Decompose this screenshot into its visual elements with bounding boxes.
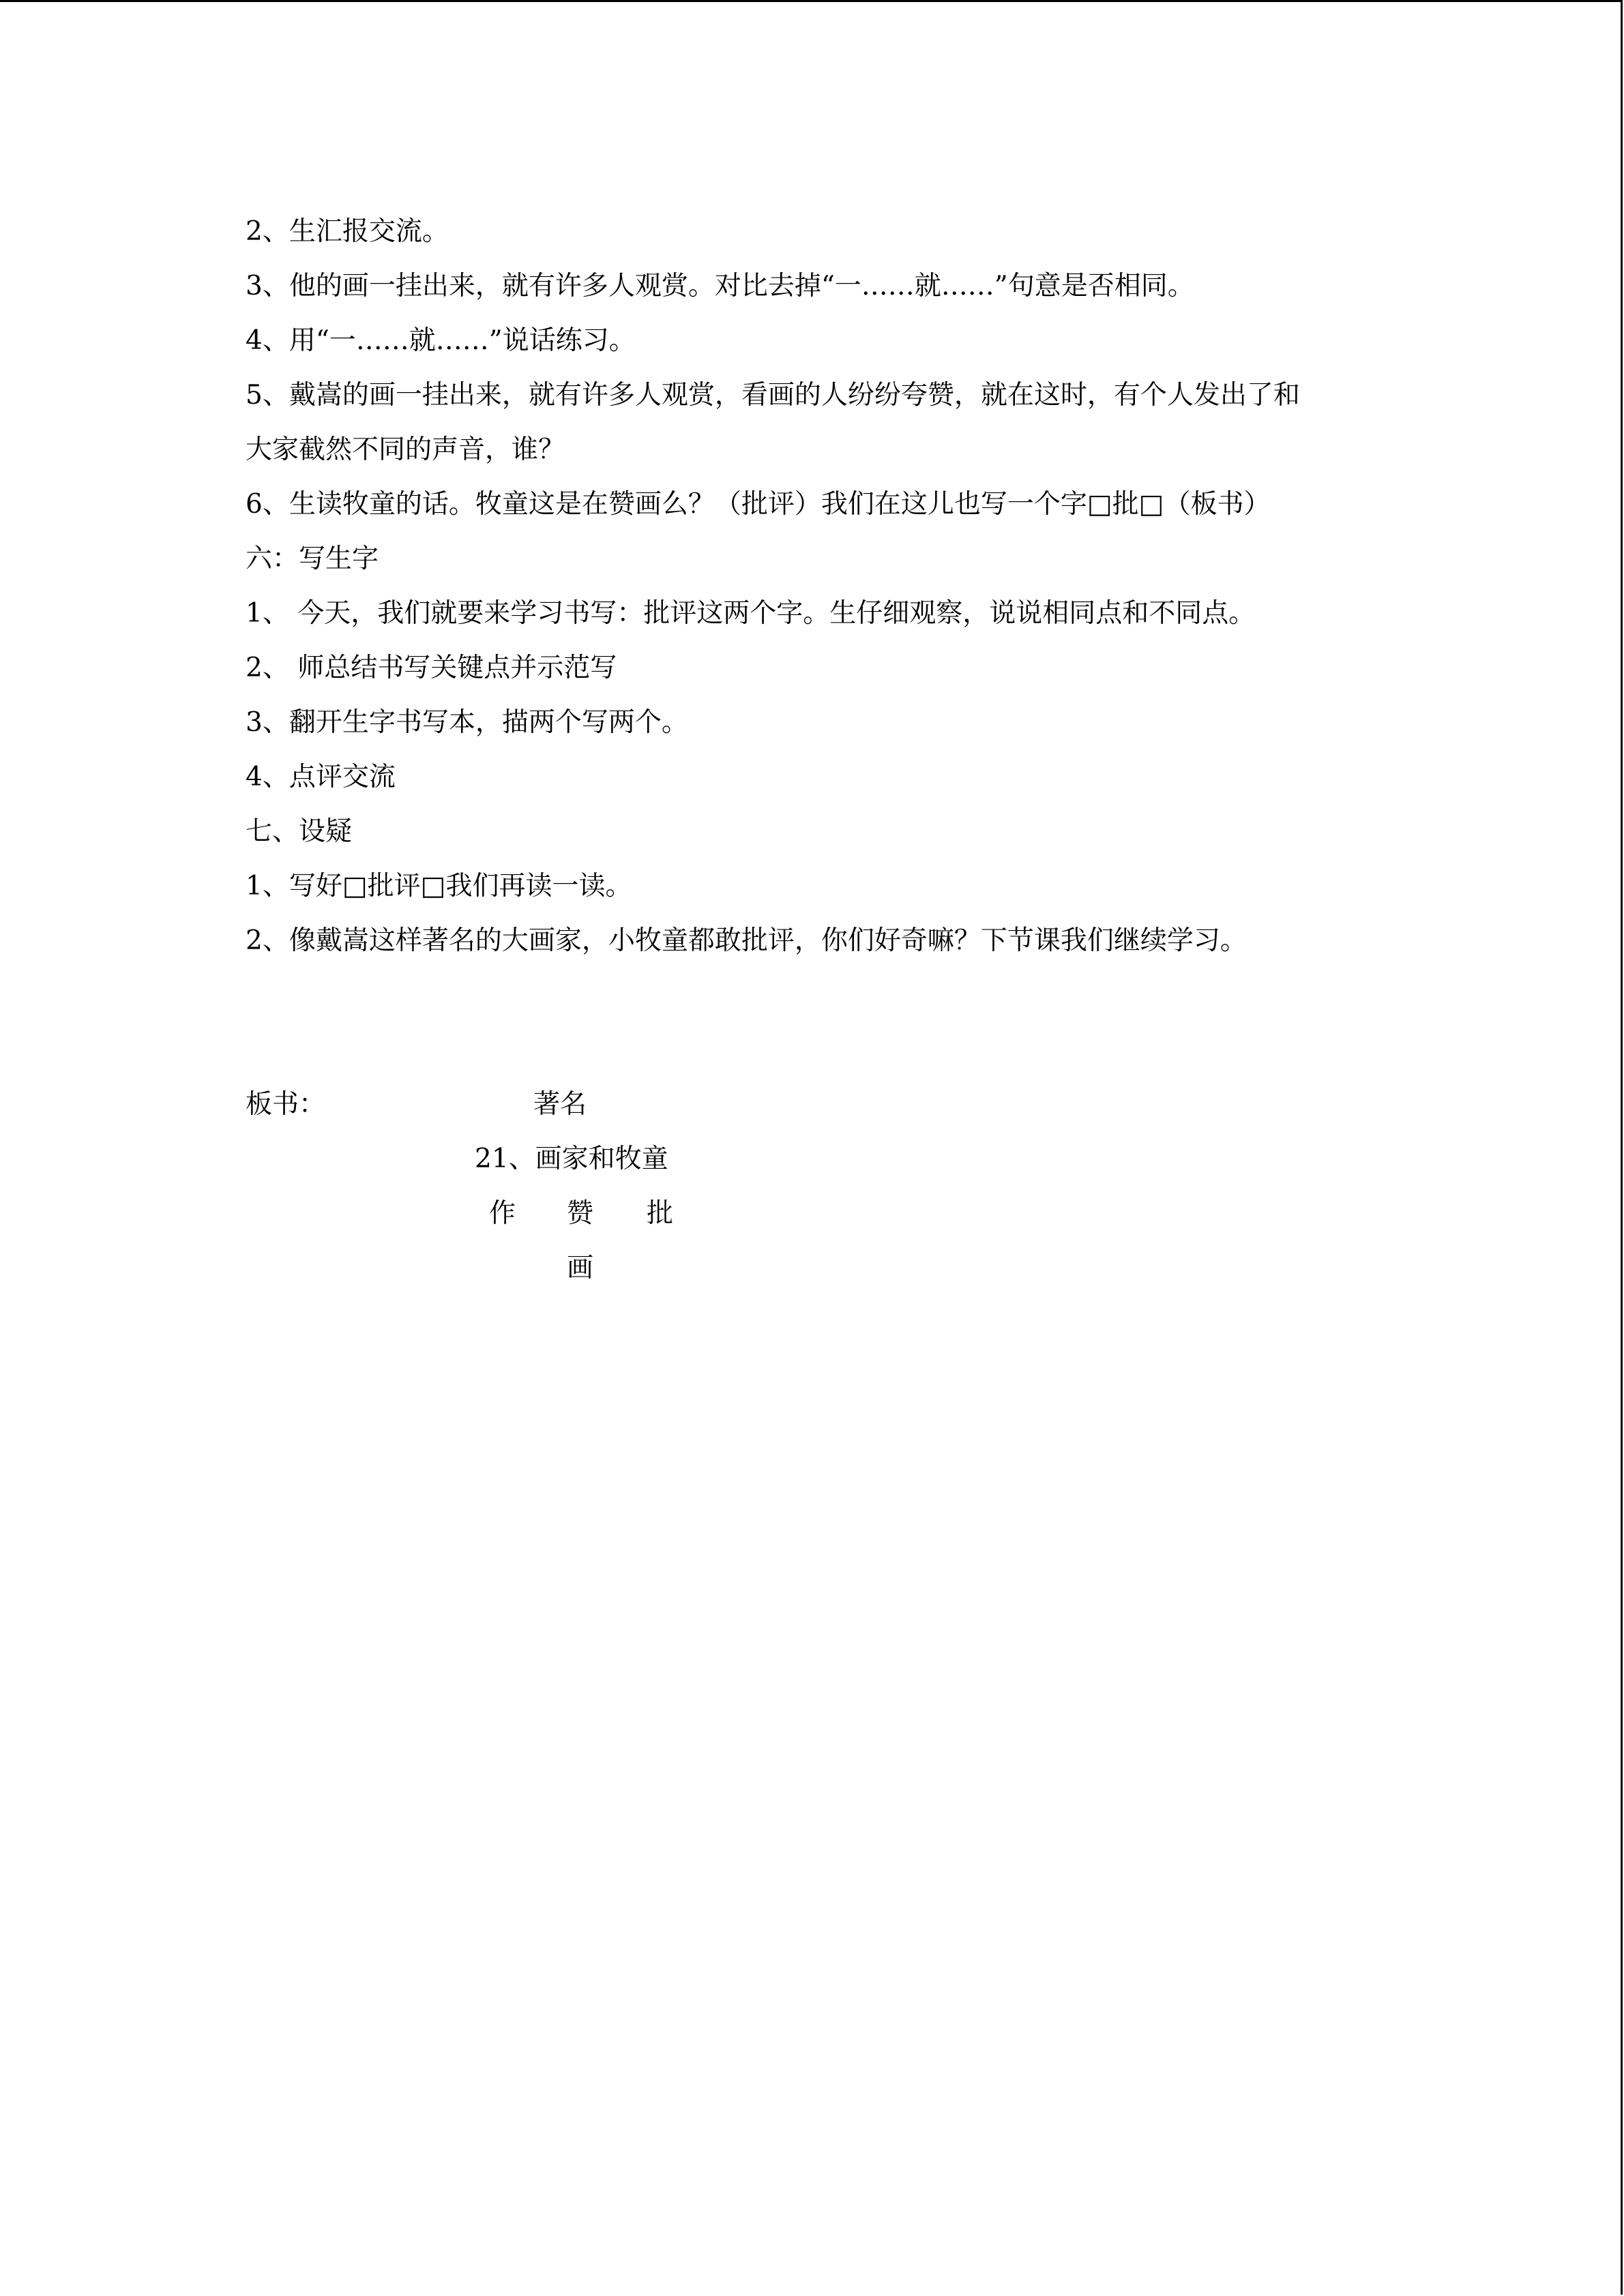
board-top-word: 著名 [533, 1089, 587, 1120]
text-line: 2、 师总结书写关键点并示范写 [246, 653, 617, 683]
text-line: 2、生汇报交流。 [246, 216, 449, 247]
text-line: 大家截然不同的声音，谁？ [246, 434, 565, 465]
board-col-2: 赞 [567, 1198, 594, 1229]
text-line: 3、翻开生字书写本，描两个写两个。 [246, 707, 688, 738]
text-line: 1、 今天，我们就要来学习书写：批评这两个字。生仔细观察，说说相同点和不同点。 [246, 598, 1256, 629]
section-heading: 七、设疑 [246, 816, 353, 847]
board-bottom-word: 画 [567, 1253, 594, 1283]
text-line: 3、他的画一挂出来，就有许多人观赏。对比去掉“一……就……”句意是否相同。 [246, 271, 1194, 301]
board-col-3: 批 [647, 1198, 674, 1229]
board-title: 21、画家和牧童 [475, 1144, 668, 1174]
board-col-1: 作 [489, 1198, 516, 1229]
text-line: 4、用“一……就……”说话练习。 [246, 325, 636, 356]
text-line: 1、写好□批评□我们再读一读。 [246, 871, 632, 901]
section-heading: 六：写生字 [246, 543, 379, 574]
text-line: 5、戴嵩的画一挂出来，就有许多人观赏，看画的人纷纷夸赞，就在这时，有个人发出了和 [246, 380, 1300, 411]
board-label: 板书： [246, 1089, 326, 1120]
text-line: 4、点评交流 [246, 762, 396, 792]
text-line: 2、像戴嵩这样著名的大画家，小牧童都敢批评，你们好奇嘛？下节课我们继续学习。 [246, 925, 1247, 956]
text-line: 6、生读牧童的话。牧童这是在赞画么？（批评）我们在这儿也写一个字□批□（板书） [246, 489, 1271, 520]
